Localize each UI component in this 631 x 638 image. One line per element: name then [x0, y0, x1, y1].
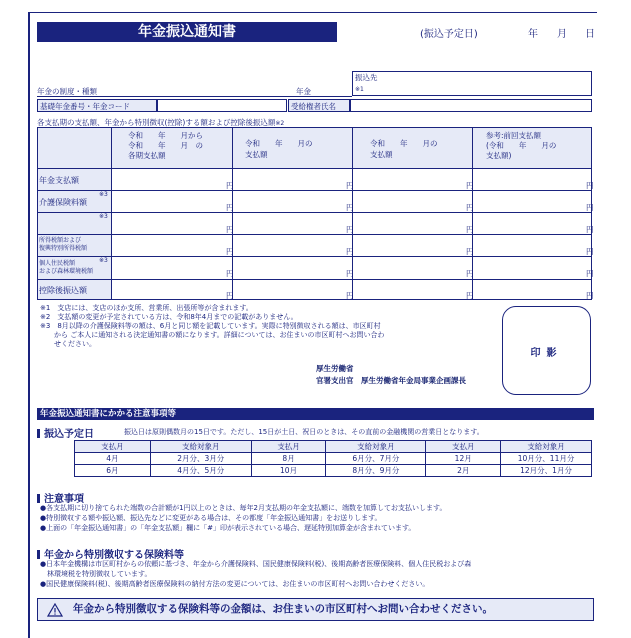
- warning-text: 年金から特別徴収する保険料等の金額は、お住まいの市区町村へお問い合わせください。: [73, 603, 493, 615]
- caution-line-2: ●特別徴収する額や振込額、振込先などに変更がある場合は、その都度「年金振込通知書」をお送りします。: [40, 514, 382, 522]
- deduct-heading: [37, 546, 184, 561]
- yen-mark: 円: [586, 247, 594, 256]
- col4-header-line1: 参考:前回支払額: [486, 131, 542, 140]
- schedule-heading-text: 振込予定日: [44, 429, 94, 440]
- row-label-income-tax: [39, 237, 87, 253]
- col2-header: [245, 138, 313, 160]
- sched-cell: 10月: [251, 465, 326, 477]
- row-line-3: [37, 234, 592, 235]
- col3-header-line1: 令和 年 月の: [370, 139, 438, 148]
- row-label-pension: 年金支払額: [39, 176, 79, 185]
- row-label-care: 介護保険料額: [39, 198, 87, 207]
- basic-no-label: 基礎年金番号・年金コード: [40, 102, 130, 111]
- row-label-income-tax-2: 復興特別所得税額: [39, 245, 88, 252]
- yen-mark: 円: [226, 269, 234, 278]
- deduct-heading-bar: [37, 550, 40, 559]
- notice-section-title: 年金振込通知書にかかる注意事項等: [37, 408, 594, 420]
- caution-heading-text: 注意事項: [44, 494, 84, 505]
- row-label-resident-tax-1: 個人住民税額: [39, 260, 76, 267]
- schedule-year-label: 年: [528, 29, 538, 40]
- pension-type-label: 年金の制度・種類: [37, 87, 97, 96]
- col1-header: [128, 131, 203, 161]
- col2-header-line2: 支払額: [245, 150, 268, 159]
- schedule-day-label: 日: [585, 29, 595, 40]
- footnote-1: ※1 支店には、支店のほか支所、営業所、出張所等が含まれます。: [40, 304, 253, 312]
- caution-heading-bar: [37, 494, 40, 503]
- col1-header-line1: 令和 年 月から: [128, 131, 203, 140]
- sched-cell: 4月分、5月分: [150, 465, 251, 477]
- caution-heading: [37, 490, 84, 505]
- row-note-resident: ※3: [99, 257, 108, 264]
- deduct-line-1: ●日本年金機構は市区町村からの依頼に基づき、年金から介護保険料、国民健康保険料(税)、後期高齢者医療保険料、個人住民税および森: [40, 560, 472, 568]
- main-table-caption-note: ※2: [275, 120, 285, 127]
- yen-mark: 円: [346, 181, 354, 190]
- bank-note: ※1: [355, 86, 364, 93]
- row-note-care: ※3: [99, 191, 108, 198]
- sched-cell: 6月: [75, 465, 151, 477]
- col3-header-line2: 支払額: [370, 150, 393, 159]
- yen-mark: 円: [466, 269, 474, 278]
- row-line-1: [37, 190, 592, 191]
- pension-label: 年金: [296, 87, 311, 96]
- deduct-heading-text: 年金から特別徴収する保険料等: [44, 550, 184, 561]
- sched-header-0: 支払月: [75, 441, 151, 453]
- yen-mark: 円: [466, 247, 474, 256]
- row-label-net: 控除後振込額: [39, 286, 87, 295]
- yen-mark: 円: [586, 269, 594, 278]
- caution-line-3: ●上面の「年金振込通知書」の「年金支払額」欄に「#」印が表示されている場合、遅延特別加算金が含まれています。: [40, 524, 416, 532]
- yen-mark: 円: [586, 181, 594, 190]
- yen-mark: 円: [346, 225, 354, 234]
- basic-no-field: [157, 99, 287, 112]
- schedule-label: (振込予定日): [420, 29, 478, 40]
- col4-header-line3: 支払額): [486, 151, 512, 160]
- col4-header: [486, 131, 556, 161]
- sched-cell: 12月分、1月分: [501, 465, 592, 477]
- yen-mark: 円: [226, 247, 234, 256]
- yen-mark: 円: [346, 203, 354, 212]
- row-label-resident-tax: [39, 260, 93, 276]
- page-title: 年金振込通知書: [138, 24, 236, 40]
- main-table-caption-text: 各支払期の支払額、年金から特別徴収(控除)する額および控除後振込額: [37, 118, 276, 127]
- row-line-4: [37, 256, 592, 257]
- schedule-heading: [37, 425, 94, 440]
- seal-text: 印影: [530, 348, 563, 359]
- yen-mark: 円: [466, 181, 474, 190]
- sched-cell: 8月分、9月分: [326, 465, 426, 477]
- sched-header-2: 支払月: [251, 441, 326, 453]
- yen-mark: 円: [466, 225, 474, 234]
- schedule-heading-bar: [37, 429, 40, 438]
- sched-cell: 6月分、7月分: [326, 453, 426, 465]
- sched-cell: 4月: [75, 453, 151, 465]
- bank-box: [352, 71, 592, 96]
- col2-header-line1: 令和 年 月の: [245, 139, 313, 148]
- deduct-line-2: 林環境税を特別徴収しています。: [40, 570, 152, 578]
- sched-header-5: 支給対象月: [501, 441, 592, 453]
- col3-header: [370, 138, 438, 160]
- yen-mark: 円: [226, 291, 234, 300]
- sched-cell: 12月: [426, 453, 501, 465]
- footnote-3: ※3 8月以降の介護保険料等の額は、6月と同じ額を記載しています。実際に特別徴収される額は、市区町村: [40, 322, 381, 330]
- sched-cell: 8月: [251, 453, 326, 465]
- yen-mark: 円: [346, 269, 354, 278]
- deduct-line-3: ●国民健康保険料(税)、後期高齢者医療保険料の納付方法の変更については、お住まいの市区町村へお問い合わせください。: [40, 580, 430, 588]
- row-line-2: [37, 212, 592, 213]
- yen-mark: 円: [346, 291, 354, 300]
- frame-top-line: [28, 12, 597, 13]
- yen-mark: 円: [586, 203, 594, 212]
- issuer-line2: 官署支出官 厚生労働省年金局事業企画課長: [316, 376, 466, 385]
- warning-icon: [47, 603, 63, 617]
- row-line-0: [37, 168, 592, 169]
- sched-cell: 2月分、3月分: [150, 453, 251, 465]
- info-divider: [37, 96, 352, 97]
- sched-header-3: 支給対象月: [326, 441, 426, 453]
- col-divider-1: [111, 127, 112, 300]
- sched-cell: 10月分、11月分: [501, 453, 592, 465]
- yen-mark: 円: [466, 291, 474, 300]
- sched-header-4: 支払月: [426, 441, 501, 453]
- footnote-3c: せください。: [40, 340, 96, 348]
- schedule-month-label: 月: [557, 29, 567, 40]
- row-note-blank: ※3: [99, 213, 108, 220]
- recipient-label: 受給権者氏名: [291, 102, 336, 111]
- table-row: [75, 453, 592, 465]
- schedule-table: [74, 440, 592, 477]
- sched-header-1: 支給対象月: [150, 441, 251, 453]
- yen-mark: 円: [586, 225, 594, 234]
- schedule-text: 振込日は原則偶数月の15日です。ただし、15日が土日、祝日のときは、その直前の金融機関の営業日となります。: [124, 428, 484, 436]
- yen-mark: 円: [466, 203, 474, 212]
- issuer-line1: 厚生労働省: [316, 364, 354, 373]
- row-label-resident-tax-2: および森林環境税額: [39, 268, 94, 275]
- caution-line-1: ●各支払期に切り捨てられた端数の合計額が1円以上のときは、毎年2月支払期の年金支払額に、端数を加算してお支払いします。: [40, 504, 447, 512]
- footnote-3b: から ご本人に通知される決定通知書の額になります。詳細については、お住まいの市区町村へお問い合わ: [40, 331, 385, 339]
- frame-left-line: [28, 12, 30, 638]
- table-row: [75, 465, 592, 477]
- row-line-5: [37, 279, 592, 280]
- yen-mark: 円: [346, 247, 354, 256]
- yen-mark: 円: [226, 181, 234, 190]
- col1-header-line2: 令和 年 月 の: [128, 141, 203, 150]
- bank-label: 振込先: [355, 73, 378, 82]
- footnotes: [40, 304, 385, 349]
- recipient-field: [350, 99, 592, 112]
- yen-mark: 円: [226, 225, 234, 234]
- footnote-2: ※2 支払額の変更が予定されている方は、令和8年4月までの記載がありません。: [40, 313, 298, 321]
- col4-header-line2: (令和 年 月の: [486, 141, 557, 150]
- row-label-income-tax-1: 所得税額および: [39, 237, 82, 244]
- yen-mark: 円: [226, 203, 234, 212]
- yen-mark: 円: [586, 291, 594, 300]
- schedule-table-header: [75, 441, 592, 453]
- col1-header-line3: 各期支払額: [128, 151, 166, 160]
- sched-cell: 2月: [426, 465, 501, 477]
